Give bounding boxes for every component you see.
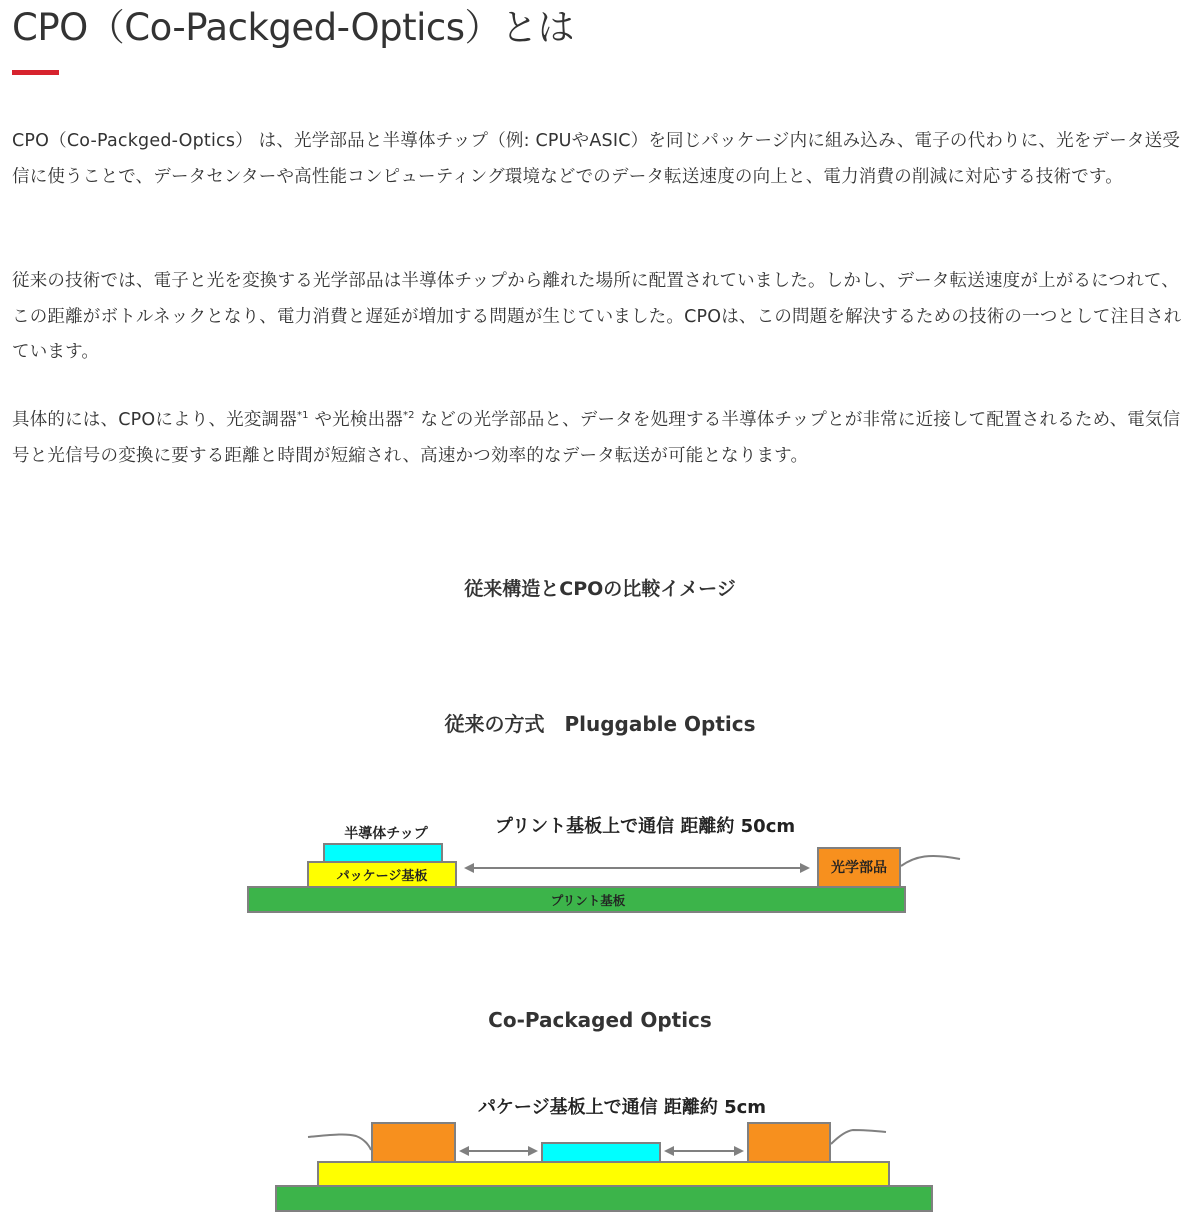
paragraph-details	[12, 403, 1190, 474]
optical-component-left	[372, 1123, 455, 1162]
chip-label: 半導体チップ	[344, 826, 428, 842]
footnote-ref-2[interactable]: *2	[402, 410, 415, 422]
optical-fiber-left-icon	[308, 1134, 371, 1150]
paragraph-details-text-3: などの光学部品と、データを処理する半導体チップとが非常に近接して配置されるため、電気信号と光信号の変換に要する距離と時間が短縮され、高速かつ効率的なデータ転送が可能となります。	[12, 410, 1181, 466]
optical-fiber-right-icon	[831, 1130, 886, 1144]
distance-label-cpo: パケージ基板上で通信 距離約 5cm	[477, 1097, 767, 1118]
paragraph-details-text-2: や光検出器	[308, 410, 403, 430]
optics-label: 光学部品	[831, 860, 887, 876]
printed-circuit-board	[276, 1186, 932, 1211]
co-packaged-optics-diagram	[0, 1085, 1200, 1223]
page-title: CPO（Co-Packged-Optics）とは	[12, 6, 575, 49]
paragraph-background: 従来の技術では、電子と光を変換する光学部品は半導体チップから離れた場所に配置されていました。しかし、データ転送速度が上がるにつれて、この距離がボトルネックとなり、電力消費と遅延が増加する問題が生じていました。CPOは、この問題を解決するための技術の一つとして注目されています。	[12, 271, 1182, 362]
optical-component-right	[748, 1123, 830, 1162]
semiconductor-chip	[542, 1143, 660, 1162]
paragraph-intro: CPO（Co-Packged-Optics） は、光学部品と半導体チップ（例: CPUやASIC）を同じパッケージ内に組み込み、電子の代わりに、光をデータ送受信に使うことで、データセンターや高性能コンピューティング環境などでのデータ転送速度の向上と、電力消費の削減に対応する技術です。	[12, 131, 1181, 187]
semiconductor-chip	[324, 844, 442, 862]
package-label: パッケージ基板	[336, 869, 428, 884]
co-packaged-optics-heading: Co-Packaged Optics	[488, 1008, 712, 1032]
pluggable-optics-diagram	[0, 800, 1200, 930]
footnote-ref-1[interactable]: *1	[296, 410, 309, 422]
comparison-heading: 従来構造とCPOの比較イメージ	[464, 578, 736, 600]
distance-label-pluggable: プリント基板上で通信 距離約 50cm	[494, 816, 796, 837]
board-label: プリント基板	[550, 893, 626, 908]
optical-fiber-icon	[901, 856, 960, 866]
paragraph-details-text-1: 具体的には、CPOにより、光変調器	[12, 410, 297, 430]
pluggable-optics-heading: 従来の方式 Pluggable Optics	[444, 712, 756, 736]
package-substrate	[318, 1162, 889, 1186]
title-accent-bar	[12, 70, 59, 75]
